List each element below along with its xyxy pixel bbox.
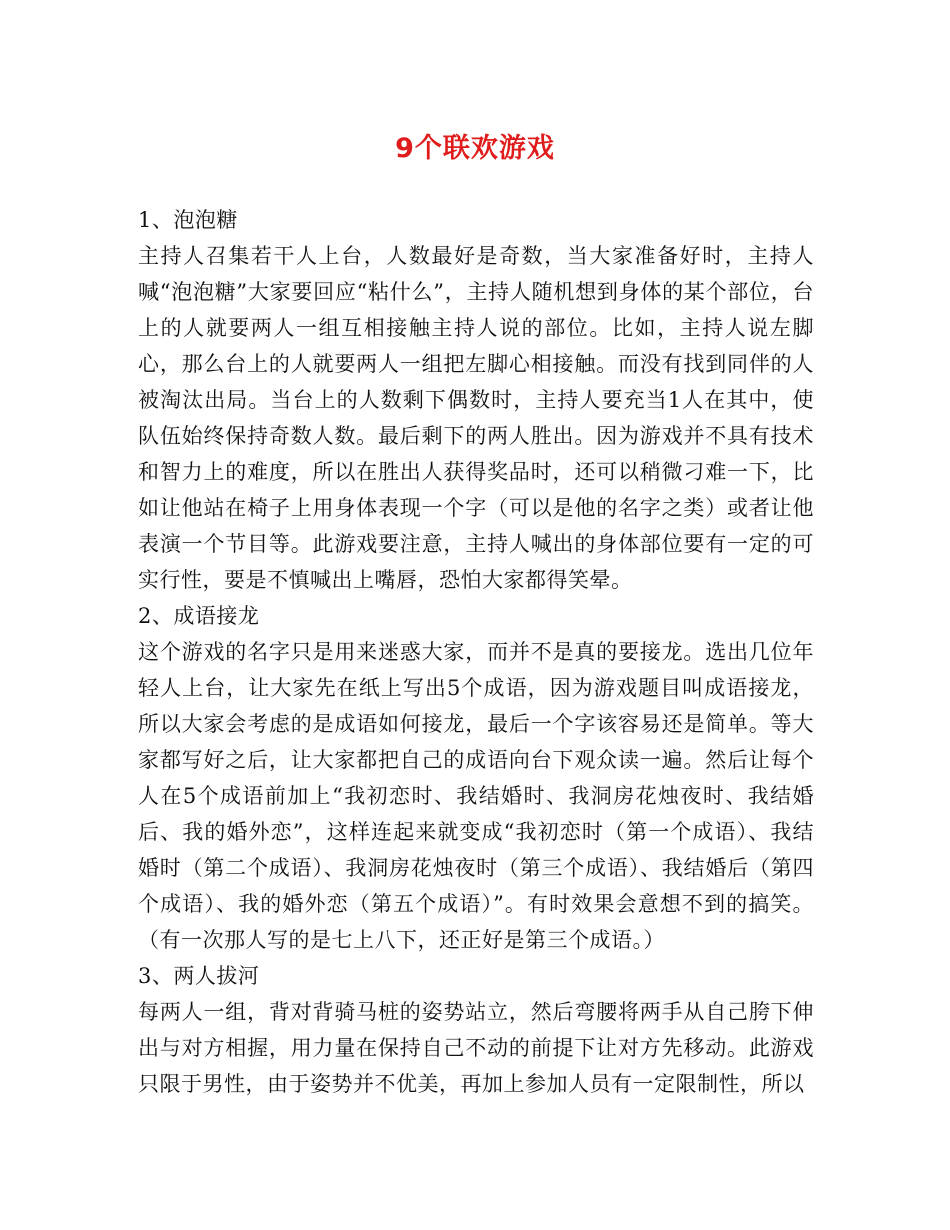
section-1: [138, 202, 814, 598]
section-paragraph: 主持人召集若干人上台，人数最好是奇数，当大家准备好时，主持人喊“泡泡糖”大家要回应“粘什么”，主持人随机想到身体的某个部位，台上的人就要两人一组互相接触主持人说的部位。比如，主持人说左脚心，那么台上的人就要两人一组把左脚心相接触。而没有找到同伴的人被淘汰出局。当台上的人数剩下偶数时，主持人要充当1人在其中，使队伍始终保持奇数人数。最后剩下的两人胜出。因为游戏并不具有技术和智力上的难度，所以在胜出人获得奖品时，还可以稍微刁难一下，比如让他站在椅子上用身体表现一个字（可以是他的名字之类）或者让他表演一个节目等。此游戏要注意，主持人喊出的身体部位要有一定的可实行性，要是不慎喊出上嘴唇，恐怕大家都得笑晕。: [138, 244, 814, 592]
section-heading: 2、成语接龙: [138, 604, 260, 628]
section-heading: 1、泡泡糖: [138, 208, 238, 232]
section-paragraph: 这个游戏的名字只是用来迷惑大家，而并不是真的要接龙。选出几位年轻人上台，让大家先在纸上写出5个成语，因为游戏题目叫成语接龙，所以大家会考虑的是成语如何接龙，最后一个字该容易还是简单。等大家都写好之后，让大家都把自己的成语向台下观众读一遍。然后让每个人在5个成语前加上“我初恋时、我结婚时、我洞房花烛夜时、我结婚后、我的婚外恋”，这样连起来就变成“我初恋时（第一个成语）、我结婚时（第二个成语）、我洞房花烛夜时（第三个成语）、我结婚后（第四个成语）、我的婚外恋（第五个成语）”。有时效果会意想不到的搞笑。（有一次那人写的是七上八下，还正好是第三个成语。）: [138, 640, 814, 952]
section-paragraph: 每两人一组，背对背骑马桩的姿势站立，然后弯腰将两手从自己胯下伸出与对方相握，用力量在保持自己不动的前提下让对方先移动。此游戏只限于男性，由于姿势并不优美，再加上参加人员有一定限制性，所以: [138, 1000, 814, 1096]
document-title: 9个联欢游戏: [395, 133, 555, 164]
document-body: [138, 202, 814, 1102]
section-3: [138, 958, 814, 1102]
section-heading: 3、两人拔河: [138, 964, 260, 988]
section-2: [138, 598, 814, 958]
